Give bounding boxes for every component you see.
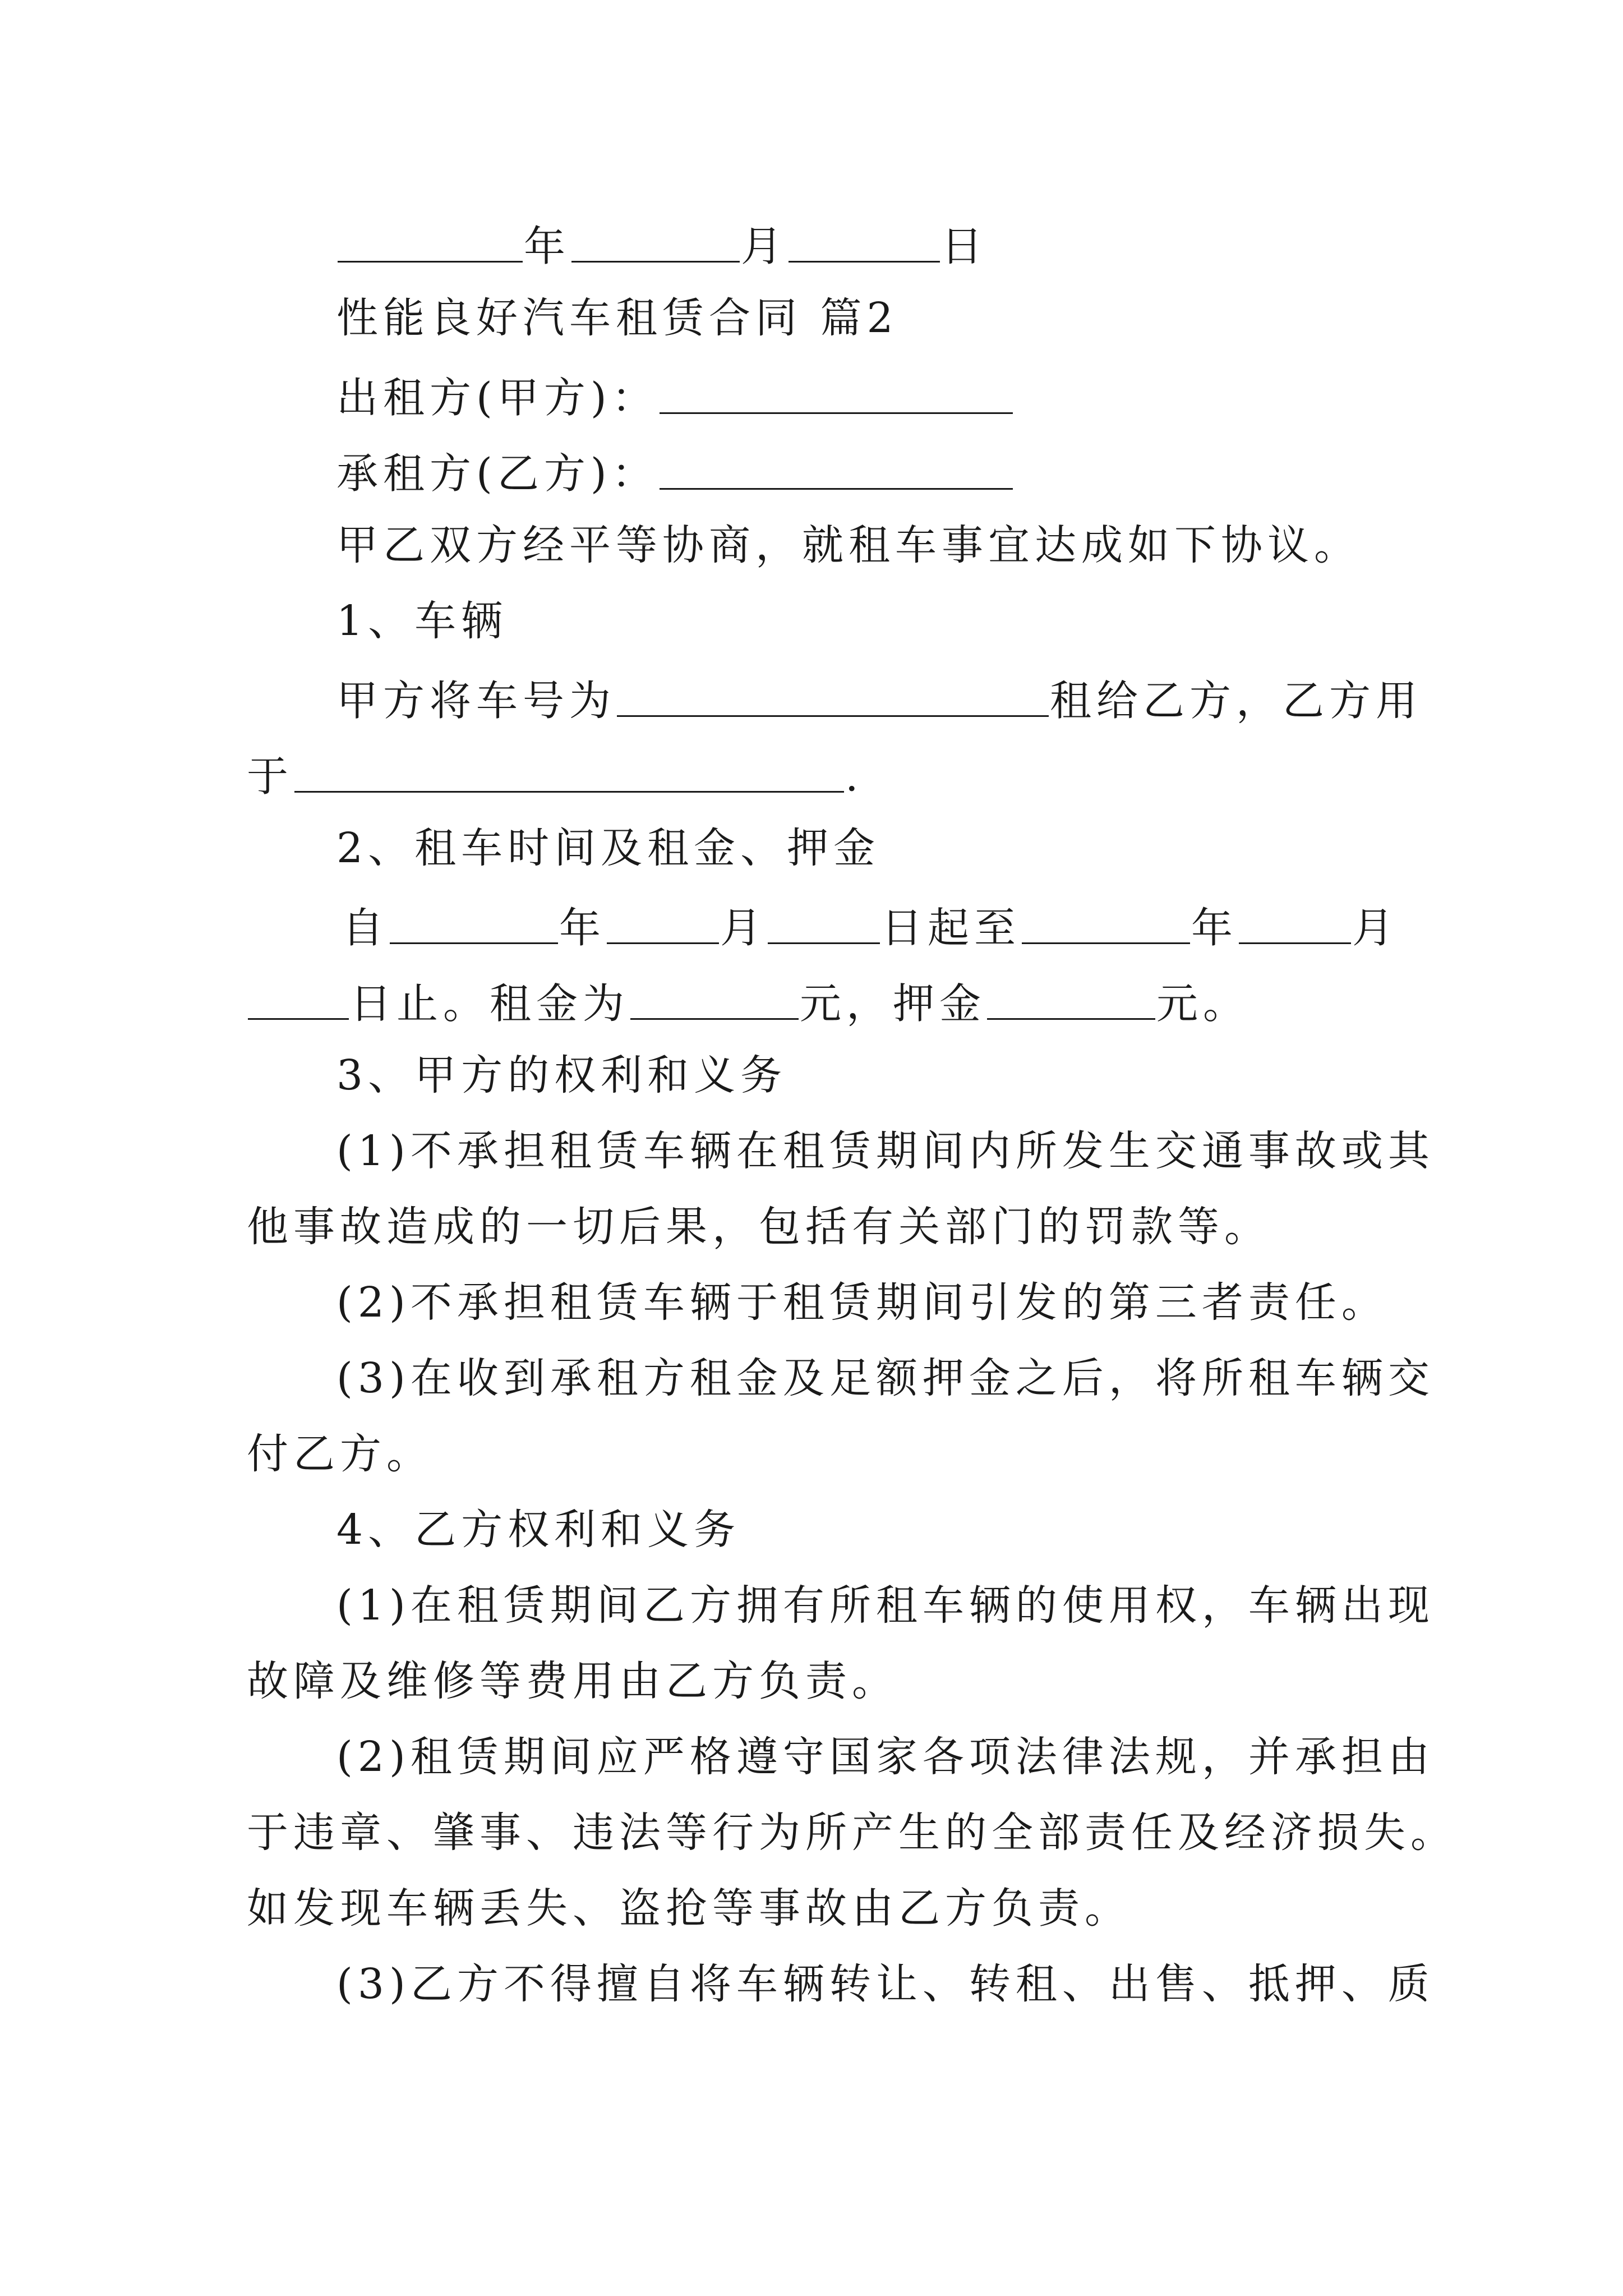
section2-heading: 2、租车时间及租金、押金 — [336, 824, 880, 872]
lessee-line — [336, 449, 1014, 498]
rent-label: 日止。租金为 — [350, 979, 629, 1028]
lessor-blank — [660, 373, 1013, 414]
section1-text-b: 租给乙方，乙方用 — [1050, 677, 1422, 725]
section3-item3-line1: (3)在收到承租方租金及足额押金之后，将所租车辆交 — [336, 1354, 1435, 1402]
section3-item1-line2: 他事故造成的一切后果，包括有关部门的罚款等。 — [247, 1203, 1271, 1251]
rent-blank — [630, 979, 799, 1020]
date-line — [336, 222, 988, 271]
section4-item3-line1: (3)乙方不得擅自将车辆转让、转租、出售、抵押、质 — [336, 1960, 1435, 2008]
start-year-label: 年 — [559, 904, 606, 953]
section4-item1-line2: 故障及维修等费用由乙方负责。 — [247, 1657, 898, 1705]
deposit-blank — [987, 979, 1155, 1020]
blank-year — [338, 222, 523, 263]
start-day-label: 日起至 — [881, 904, 1021, 953]
end-month-blank — [1239, 903, 1351, 944]
section1-text-c: 于 — [247, 752, 293, 801]
plate-number-blank — [617, 676, 1049, 717]
lessor-line — [336, 373, 1014, 422]
section3-heading: 3、甲方的权利和义务 — [336, 1051, 787, 1099]
contract-title: 性能良好汽车租赁合同 篇2 — [336, 294, 898, 342]
section4-item2-line3: 如发现车辆丢失、盗抢等事故由乙方负责。 — [247, 1884, 1131, 1932]
lessee-label: 承租方(乙方)： — [336, 449, 658, 498]
section4-item2-line1: (2)租赁期间应严格遵守国家各项法律法规，并承担由 — [336, 1733, 1435, 1781]
start-year-blank — [390, 903, 558, 944]
section1-line1 — [336, 676, 1422, 725]
lessee-blank — [660, 449, 1013, 490]
blank-month — [571, 222, 740, 263]
blank-day — [789, 222, 940, 263]
from-label: 自 — [342, 904, 389, 953]
end-month-label: 月 — [1352, 904, 1399, 953]
section4-item1-line1: (1)在租赁期间乙方拥有所租车辆的使用权，车辆出现 — [336, 1581, 1435, 1630]
end-day-blank — [248, 979, 349, 1020]
section3-item2-line1: (2)不承担租赁车辆于租赁期间引发的第三者责任。 — [336, 1278, 1388, 1327]
deposit-label: 元，押金 — [800, 979, 986, 1028]
section2-line1 — [342, 903, 1399, 953]
section2-line2 — [247, 979, 1249, 1028]
start-month-blank — [607, 903, 719, 944]
lessor-label: 出租方(甲方)： — [336, 374, 658, 422]
section1-heading: 1、车辆 — [336, 597, 508, 645]
section1-line2 — [247, 752, 864, 801]
date-month-label: 月 — [741, 222, 787, 271]
deposit-unit: 元。 — [1156, 979, 1249, 1028]
date-day-label: 日 — [941, 222, 988, 271]
section4-item2-line2: 于违章、肇事、违法等行为所产生的全部责任及经济损失。 — [247, 1809, 1457, 1857]
section1-text-a: 甲方将车号为 — [336, 677, 616, 725]
section3-item1-line1: (1)不承担租赁车辆在租赁期间内所发生交通事故或其 — [336, 1127, 1435, 1175]
usage-blank — [294, 752, 844, 793]
end-year-blank — [1022, 903, 1190, 944]
date-year-label: 年 — [524, 222, 570, 271]
section4-heading: 4、乙方权利和义务 — [336, 1506, 741, 1554]
section3-item3-line2: 付乙方。 — [247, 1430, 433, 1478]
intro-paragraph: 甲乙双方经平等协商，就租车事宜达成如下协议。 — [336, 521, 1361, 569]
start-month-label: 月 — [720, 904, 767, 953]
section1-text-d: . — [845, 752, 864, 801]
end-year-label: 年 — [1191, 904, 1238, 953]
start-day-blank — [768, 903, 880, 944]
